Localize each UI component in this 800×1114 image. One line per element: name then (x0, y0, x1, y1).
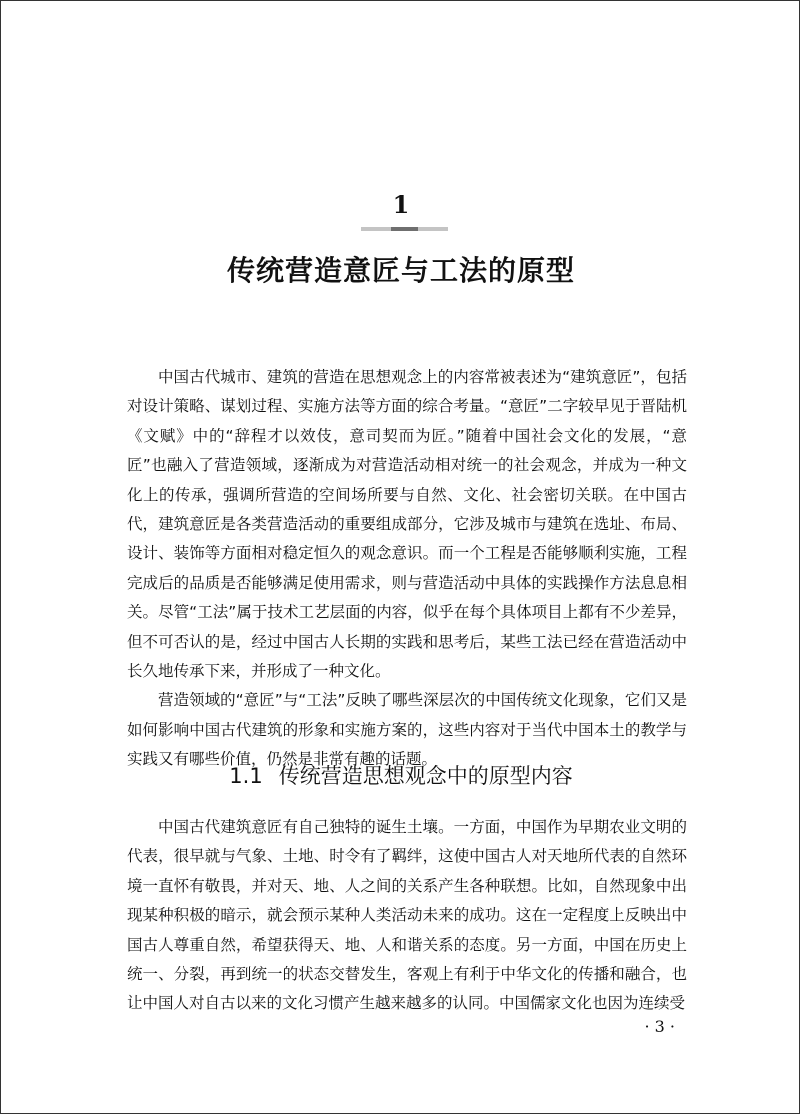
page-number: · 3 · (644, 1017, 675, 1036)
section-paragraph-1: 中国古代建筑意匠有自己独特的诞生土壤。一方面，中国作为早期农业文明的代表，很早就与气象、土地、时令有了羁绊，这使中国古人对天地所代表的自然环境一直怀有敬畏，并对天、地、人之间的关系产生各种联想。比如，自然现象中出现某种积极的暗示，就会预示某种人类活动未来的成功。这在一定程度上反映出中国古人尊重自然，希望获得天、地、人和谐关系的态度。另一方面，中国在历史上统一、分裂，再到统一的状态交替发生，客观上有利于中华文化的传播和融合，也让中国人对自古以来的文化习惯产生越来越多的认同。中国儒家文化也因为连续受 (127, 818, 687, 1013)
chapter-title: 传统营造意匠与工法的原型 (226, 254, 575, 287)
chapter-number: 1 (392, 190, 410, 219)
section-heading (1, 761, 800, 791)
section-number: 1.1 (229, 764, 263, 788)
intro-paragraph-1: 中国古代城市、建筑的营造在思想观念上的内容常被表述为“建筑意匠”，包括对设计策略、谋划过程、实施方法等方面的综合考量。“意匠”二字较早见于晋陆机《文赋》中的“辞程才以效伎，意司契而为匠。”随着中国社会文化的发展，“意匠”也融入了营造领域，逐渐成为对营造活动相对统一的社会观念，并成为一种文化上的传承，强调所营造的空间场所要与自然、文化、社会密切关联。在中国古代，建筑意匠是各类营造活动的重要组成部分，它涉及城市与建筑在选址、布局、设计、装饰等方面相对稳定恒久的观念意识。而一个工程是否能够顺利实施，工程完成后的品质是否能够满足使用需求，则与营造活动中具体的实践操作方法息息相关。尽管“工法”属于技术工艺层面的内容，似乎在每个具体项目上都有不少差异，但不可否认的是，经过中国古人长期的实践和思考后，某些工法已经在营造活动中长久地传承下来，并形成了一种文化。 (127, 368, 687, 681)
intro-paragraph-2: 营造领域的“意匠”与“工法”反映了哪些深层次的中国传统文化现象，它们又是如何影响中国古代建筑的形象和实施方案的，这些内容对于当代中国本土的教学与实践又有哪些价值，仍然是非常有趣的话题。 (127, 691, 687, 769)
chapter-divider-accent (391, 227, 418, 231)
chapter-divider (361, 227, 448, 231)
intro-text-block (127, 363, 687, 775)
section-title: 传统营造思想观念中的原型内容 (278, 764, 573, 788)
section-text-block (127, 813, 687, 1019)
